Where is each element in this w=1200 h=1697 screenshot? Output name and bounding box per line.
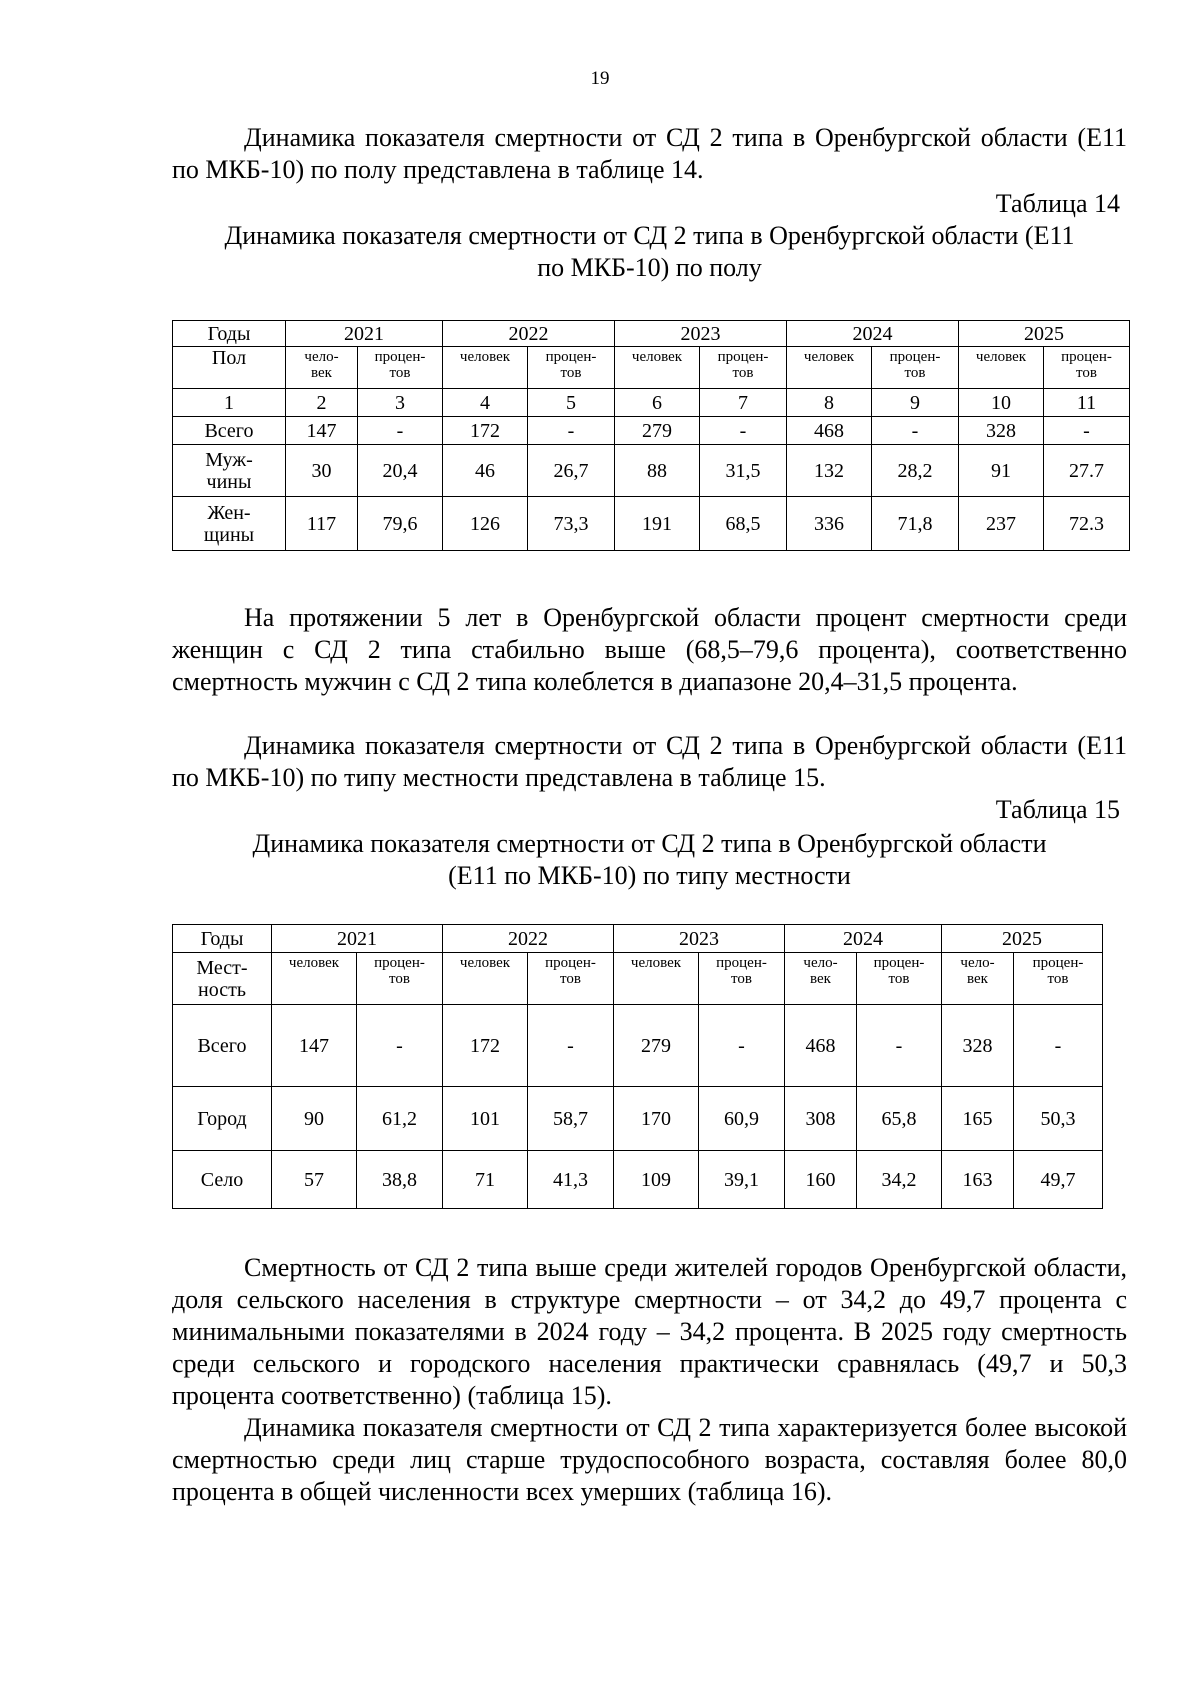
paragraph-after-table14: На протяжении 5 лет в Оренбургской области процент смертности среди женщин с СД 2 типа стабильно выше (68,5–79,6 процента), соответственно смертность мужчин с СД 2 типа колеблется в диапазоне 20,4–31,5 процента. (172, 603, 1127, 696)
table-cell: 328 (942, 1005, 1014, 1087)
table-cell: 41,3 (528, 1151, 614, 1209)
table14-sublabel: процен- тов (1044, 347, 1130, 389)
table14-sublabel: человек (615, 347, 700, 389)
table-cell: 34,2 (857, 1151, 942, 1209)
table14-year-row (173, 321, 1130, 347)
table14-year-2025: 2025 (959, 321, 1130, 347)
table14-col-number: 11 (1044, 389, 1130, 417)
table14-sublabel: процен- тов (358, 347, 443, 389)
table-cell: 90 (272, 1087, 357, 1151)
table14-row-label: Жен- щины (173, 497, 286, 551)
table-row (173, 497, 1130, 551)
table15-sublabel: человек (614, 953, 699, 1005)
table15-year-2025: 2025 (942, 925, 1103, 953)
table14-col-number: 6 (615, 389, 700, 417)
table14-sublabel-row (173, 347, 1130, 389)
table14-year-2021: 2021 (286, 321, 443, 347)
table-cell: 27.7 (1044, 445, 1130, 497)
table-row (173, 1087, 1103, 1151)
table-row (173, 1151, 1103, 1209)
table15-row-label: Город (173, 1087, 272, 1151)
table-cell: 30 (286, 445, 358, 497)
table-cell: 68,5 (700, 497, 787, 551)
table-cell: 79,6 (358, 497, 443, 551)
table15 (172, 924, 1103, 1209)
table-cell: 60,9 (699, 1087, 785, 1151)
table-cell: 165 (942, 1087, 1014, 1151)
table-cell: 147 (286, 417, 358, 445)
table-cell: 147 (272, 1005, 357, 1087)
table15-sublabel: процен- тов (528, 953, 614, 1005)
table-cell: 308 (785, 1087, 857, 1151)
table-cell: 26,7 (528, 445, 615, 497)
table-row (173, 1005, 1103, 1087)
table-cell: 468 (787, 417, 872, 445)
table-cell: 38,8 (357, 1151, 443, 1209)
table15-row-label: Всего (173, 1005, 272, 1087)
table-cell: - (528, 417, 615, 445)
table15-title-line1: Динамика показателя смертности от СД 2 типа в Оренбургской области (252, 829, 1047, 858)
paragraph-after-table15-1: Смертность от СД 2 типа выше среди жителей городов Оренбургской области, доля сельского населения в структуре смертности – от 34,2 до 49,7 процента с минимальными показателями в 2024 году – 34,2 процента. В 2025 году смертность среди сельского и городского населения практически сравнялась (49,7 и 50,3 процента соответственно) (таблица 15). (172, 1253, 1127, 1410)
table-cell: 50,3 (1014, 1087, 1103, 1151)
table15-year-2021: 2021 (272, 925, 443, 953)
table-cell: 172 (443, 417, 528, 445)
table15-row-label: Село (173, 1151, 272, 1209)
page-number: 19 (590, 68, 610, 89)
table14-col-number: 1 (173, 389, 286, 417)
table14-sublabel: процен- тов (872, 347, 959, 389)
table-cell: 109 (614, 1151, 699, 1209)
table-cell: 191 (615, 497, 700, 551)
table-cell: 71,8 (872, 497, 959, 551)
table14-col-number: 4 (443, 389, 528, 417)
table15-sublabel: человек (443, 953, 528, 1005)
table-cell: 336 (787, 497, 872, 551)
table-cell: - (872, 417, 959, 445)
table-cell: - (857, 1005, 942, 1087)
table15-sublabel: процен- тов (357, 953, 443, 1005)
table-cell: 65,8 (857, 1087, 942, 1151)
table14-sublabel: человек (959, 347, 1044, 389)
table-cell: 172 (443, 1005, 528, 1087)
table-cell: 88 (615, 445, 700, 497)
table15-year-row (173, 925, 1103, 953)
table14-year-2022: 2022 (443, 321, 615, 347)
table14-title-line1: Динамика показателя смертности от СД 2 типа в Оренбургской области (Е11 (224, 221, 1075, 250)
table14-row-label: Муж- чины (173, 445, 286, 497)
table-cell: - (358, 417, 443, 445)
table-cell: 328 (959, 417, 1044, 445)
table15-sublabel: процен- тов (1014, 953, 1103, 1005)
table14-sublabel: процен- тов (528, 347, 615, 389)
table14 (172, 320, 1130, 551)
table15-year-2024: 2024 (785, 925, 942, 953)
table-cell: 91 (959, 445, 1044, 497)
table-cell: 31,5 (700, 445, 787, 497)
table-cell: 39,1 (699, 1151, 785, 1209)
table-row (173, 445, 1130, 497)
table14-col-number: 2 (286, 389, 358, 417)
table14-col-number: 10 (959, 389, 1044, 417)
table15-area-label: Мест- ность (173, 953, 272, 1005)
table-cell: - (1014, 1005, 1103, 1087)
table14-sex-label: Пол (173, 347, 286, 389)
table-cell: 73,3 (528, 497, 615, 551)
table-cell: 20,4 (358, 445, 443, 497)
intro-paragraph-table15: Динамика показателя смертности от СД 2 типа в Оренбургской области (Е11 по МКБ-10) по типу местности представлена в таблице 15. (172, 731, 1127, 792)
table14-col-number: 5 (528, 389, 615, 417)
table15-sublabel-row (173, 953, 1103, 1005)
table-cell: 279 (614, 1005, 699, 1087)
table-cell: 160 (785, 1151, 857, 1209)
table15-sublabel: чело- век (942, 953, 1014, 1005)
table-cell: 28,2 (872, 445, 959, 497)
table14-col-number: 9 (872, 389, 959, 417)
table14-sublabel: чело- век (286, 347, 358, 389)
table14-sublabel: человек (443, 347, 528, 389)
table-cell: 71 (443, 1151, 528, 1209)
table-cell: 61,2 (357, 1087, 443, 1151)
table-cell: 468 (785, 1005, 857, 1087)
table14-row-label: Всего (173, 417, 286, 445)
paragraph-after-table15-2: Динамика показателя смертности от СД 2 типа характеризуется более высокой смертностью среди лиц старше трудоспособного возраста, составляя более 80,0 процента в общей численности всех умерших (таблица 16). (172, 1413, 1127, 1506)
table-cell: - (357, 1005, 443, 1087)
table-cell: 46 (443, 445, 528, 497)
table-cell: 163 (942, 1151, 1014, 1209)
table14-sublabel: процен- тов (700, 347, 787, 389)
table15-sublabel: процен- тов (699, 953, 785, 1005)
table15-title-line2: (Е11 по МКБ-10) по типу местности (448, 861, 851, 890)
table-cell: 279 (615, 417, 700, 445)
table-cell: 126 (443, 497, 528, 551)
table14-title-line2: по МКБ-10) по полу (537, 253, 762, 282)
table-cell: 101 (443, 1087, 528, 1151)
table-cell: 72.3 (1044, 497, 1130, 551)
intro-paragraph-table14: Динамика показателя смертности от СД 2 типа в Оренбургской области (Е11 по МКБ-10) по полу представлена в таблице 14. (172, 123, 1127, 184)
table15-caption: Таблица 15 (995, 795, 1120, 824)
table-cell: - (1044, 417, 1130, 445)
table14-caption: Таблица 14 (995, 189, 1120, 218)
table15-sublabel: процен- тов (857, 953, 942, 1005)
table-cell: - (699, 1005, 785, 1087)
table15-year-2022: 2022 (443, 925, 614, 953)
table15-sublabel: человек (272, 953, 357, 1005)
table14-number-row (173, 389, 1130, 417)
table14-year-2024: 2024 (787, 321, 959, 347)
table-row (173, 417, 1130, 445)
table14-col-number: 3 (358, 389, 443, 417)
table15-sublabel: чело- век (785, 953, 857, 1005)
table14-sublabel: человек (787, 347, 872, 389)
table14-col-number: 8 (787, 389, 872, 417)
table14-col-number: 7 (700, 389, 787, 417)
table14-year-2023: 2023 (615, 321, 787, 347)
table-cell: 57 (272, 1151, 357, 1209)
table-cell: - (528, 1005, 614, 1087)
table-cell: 237 (959, 497, 1044, 551)
table-cell: - (700, 417, 787, 445)
table-cell: 49,7 (1014, 1151, 1103, 1209)
table15-year-2023: 2023 (614, 925, 785, 953)
table-cell: 117 (286, 497, 358, 551)
table14-years-label: Годы (173, 321, 286, 347)
table-cell: 58,7 (528, 1087, 614, 1151)
table15-years-label: Годы (173, 925, 272, 953)
table-cell: 170 (614, 1087, 699, 1151)
table-cell: 132 (787, 445, 872, 497)
